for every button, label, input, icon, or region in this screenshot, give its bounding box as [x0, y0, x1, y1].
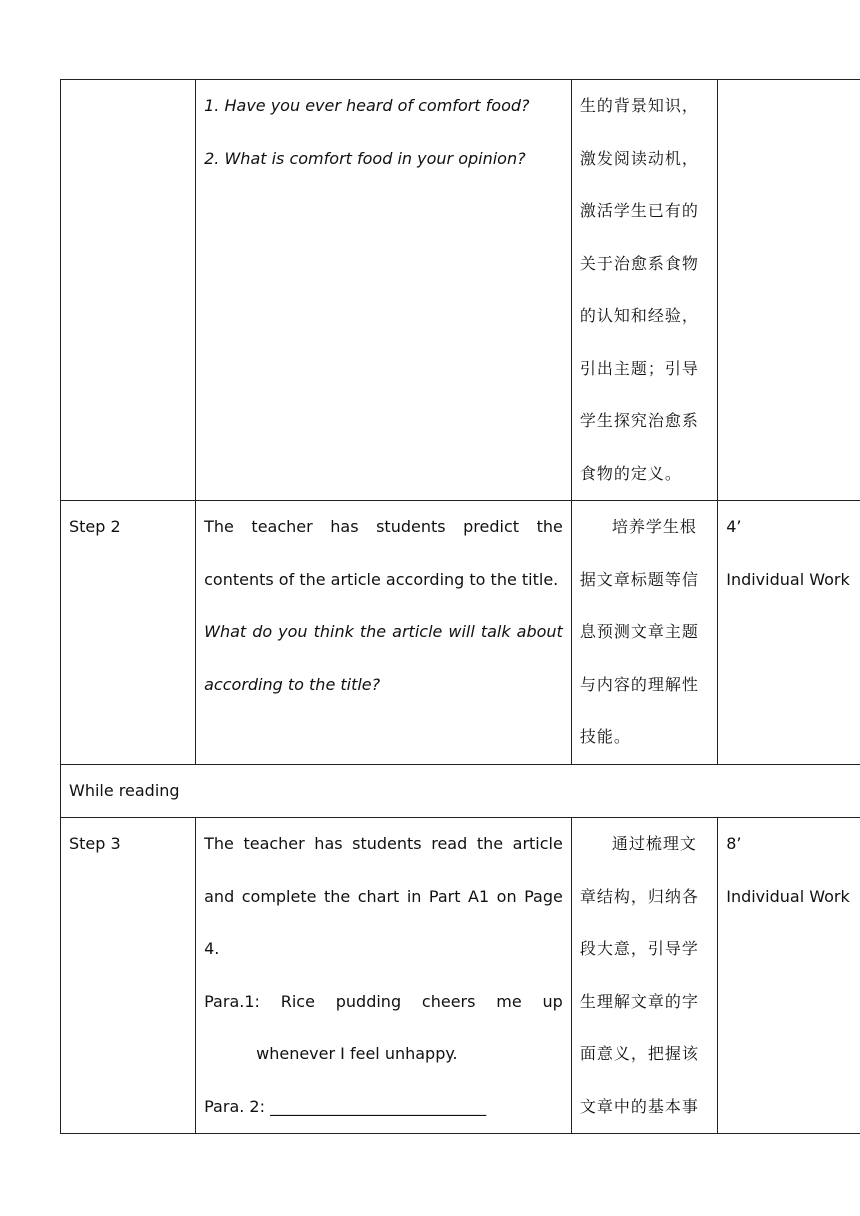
para-line: whenever I feel unhappy.: [256, 1044, 458, 1063]
purpose-line: 章结构，归纳各: [579, 886, 699, 906]
purpose-line: 面意义，把握该: [579, 1044, 699, 1063]
question-1: 1. Have you ever heard of comfort food?: [204, 96, 530, 115]
step-label: Step 3: [61, 818, 196, 1134]
activity-line: and complete the chart in Part A1 on Page: [204, 886, 563, 906]
purpose-line: 引出主题；引导: [579, 358, 699, 378]
activity-line: contents of the article according to the title.: [204, 569, 559, 589]
purpose-line: 激发阅读动机，: [579, 148, 699, 168]
table-row: [61, 818, 860, 1134]
purpose-line: 与内容的理解性: [579, 674, 699, 694]
purpose-cell: [571, 80, 717, 501]
purpose-line: 息预测文章主题: [579, 622, 699, 641]
purpose-line: 技能。: [579, 727, 631, 746]
table-row: [61, 80, 860, 501]
activity-cell: [196, 80, 572, 501]
purpose-cell: [571, 501, 717, 765]
activity-line: The teacher has students predict the: [204, 517, 563, 536]
purpose-line: 段大意，引导学: [579, 939, 699, 958]
lesson-plan-table: [60, 79, 860, 1134]
time-value: 8’: [726, 834, 742, 853]
activity-line: 4.: [204, 939, 220, 958]
purpose-line: 的认知和经验，: [579, 306, 699, 325]
work-mode: Individual Work: [726, 569, 850, 589]
question-line: What do you think the article will talk about: [204, 622, 563, 641]
table-row: [61, 501, 860, 765]
purpose-line: 通过梳理文: [611, 834, 697, 853]
para-line: Para. 2: ___________________________: [204, 1096, 487, 1116]
purpose-line: 食物的定义。: [579, 463, 682, 483]
work-mode: Individual Work: [726, 886, 850, 906]
purpose-line: 激活学生已有的: [579, 201, 699, 220]
purpose-cell: [571, 818, 717, 1134]
para-line: Para.1: Rice pudding cheers me up: [204, 991, 563, 1011]
purpose-line: 生理解文章的字: [579, 991, 699, 1011]
time-cell: [718, 818, 860, 1134]
purpose-line: 文章中的基本事: [579, 1096, 699, 1116]
activity-line: The teacher has students read the article: [204, 834, 563, 853]
purpose-line: 据文章标题等信: [579, 569, 699, 589]
purpose-line: 学生探究治愈系: [579, 411, 699, 430]
question-line: according to the title?: [204, 674, 381, 694]
purpose-line: 关于治愈系食物: [579, 253, 699, 273]
time-cell: [718, 80, 860, 501]
time-value: 4’: [726, 517, 742, 536]
step-label: Step 2: [61, 501, 196, 765]
activity-cell: [196, 818, 572, 1134]
step-cell: [61, 80, 196, 501]
section-heading: While reading: [61, 764, 860, 818]
purpose-line: 培养学生根: [611, 517, 697, 536]
activity-cell: [196, 501, 572, 765]
question-2: 2. What is comfort food in your opinion?: [204, 148, 526, 168]
purpose-line: 生的背景知识，: [579, 96, 699, 115]
time-cell: [718, 501, 860, 765]
table-row: [61, 764, 860, 818]
